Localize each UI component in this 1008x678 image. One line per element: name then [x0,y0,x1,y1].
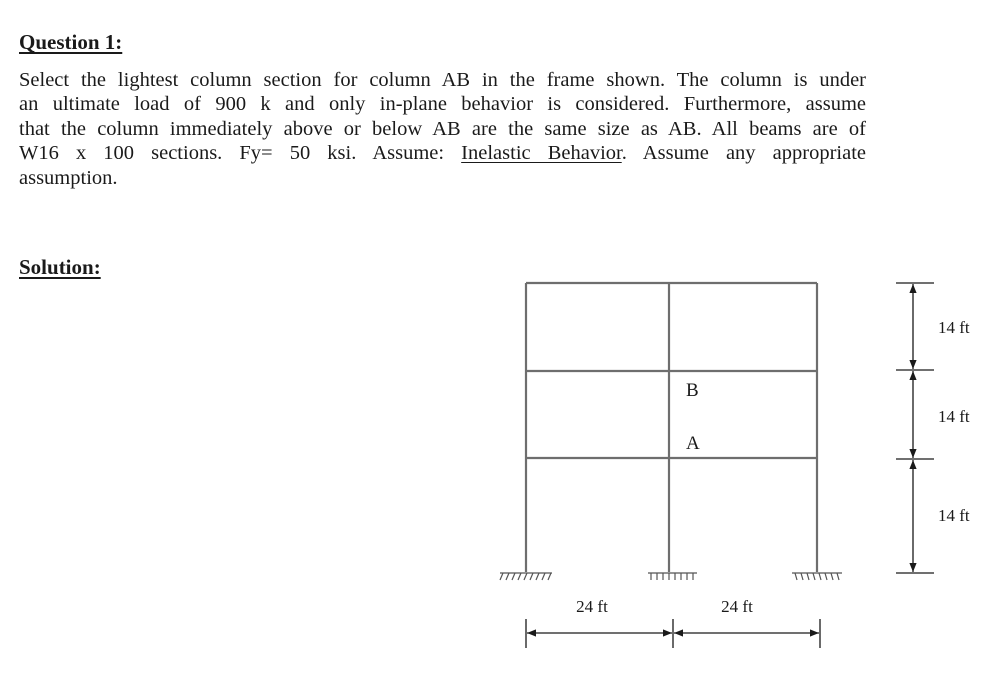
support-right [792,573,842,580]
question-title: Question 1: [19,30,123,54]
bay-width-1: 24 ft [576,597,608,616]
fixed-supports [500,573,842,580]
line4-before: W16 x 100 sections. Fy= 50 ksi. Assume: [19,142,462,165]
node-label-b: B [686,380,699,401]
question-line-1: Select the lightest column section for column AB in the frame shown. The column is under [19,69,866,91]
support-middle [648,573,697,580]
solution-title: Solution: [19,255,101,279]
bay-width-2: 24 ft [721,597,753,616]
frame-members [526,283,817,572]
node-label-a: A [686,433,700,454]
question-line-3: that the column immediately above or below AB are the same size as AB. All beams are of [19,117,866,140]
vertical-dimensions [896,283,934,573]
line4-after: . Assume any appropriate [621,142,866,165]
inelastic-behavior-underlined: Inelastic Behavior [461,142,622,165]
story-height-1: 14 ft [938,506,970,525]
story-height-2: 14 ft [938,407,970,426]
question-line-2: an ultimate load of 900 k and only in-plane behavior is considered. Furthermore, assume [19,93,866,116]
support-left [500,573,552,580]
horizontal-dimensions [526,619,820,648]
story-height-3: 14 ft [938,318,970,337]
question-line-5: assumption. [19,166,118,189]
